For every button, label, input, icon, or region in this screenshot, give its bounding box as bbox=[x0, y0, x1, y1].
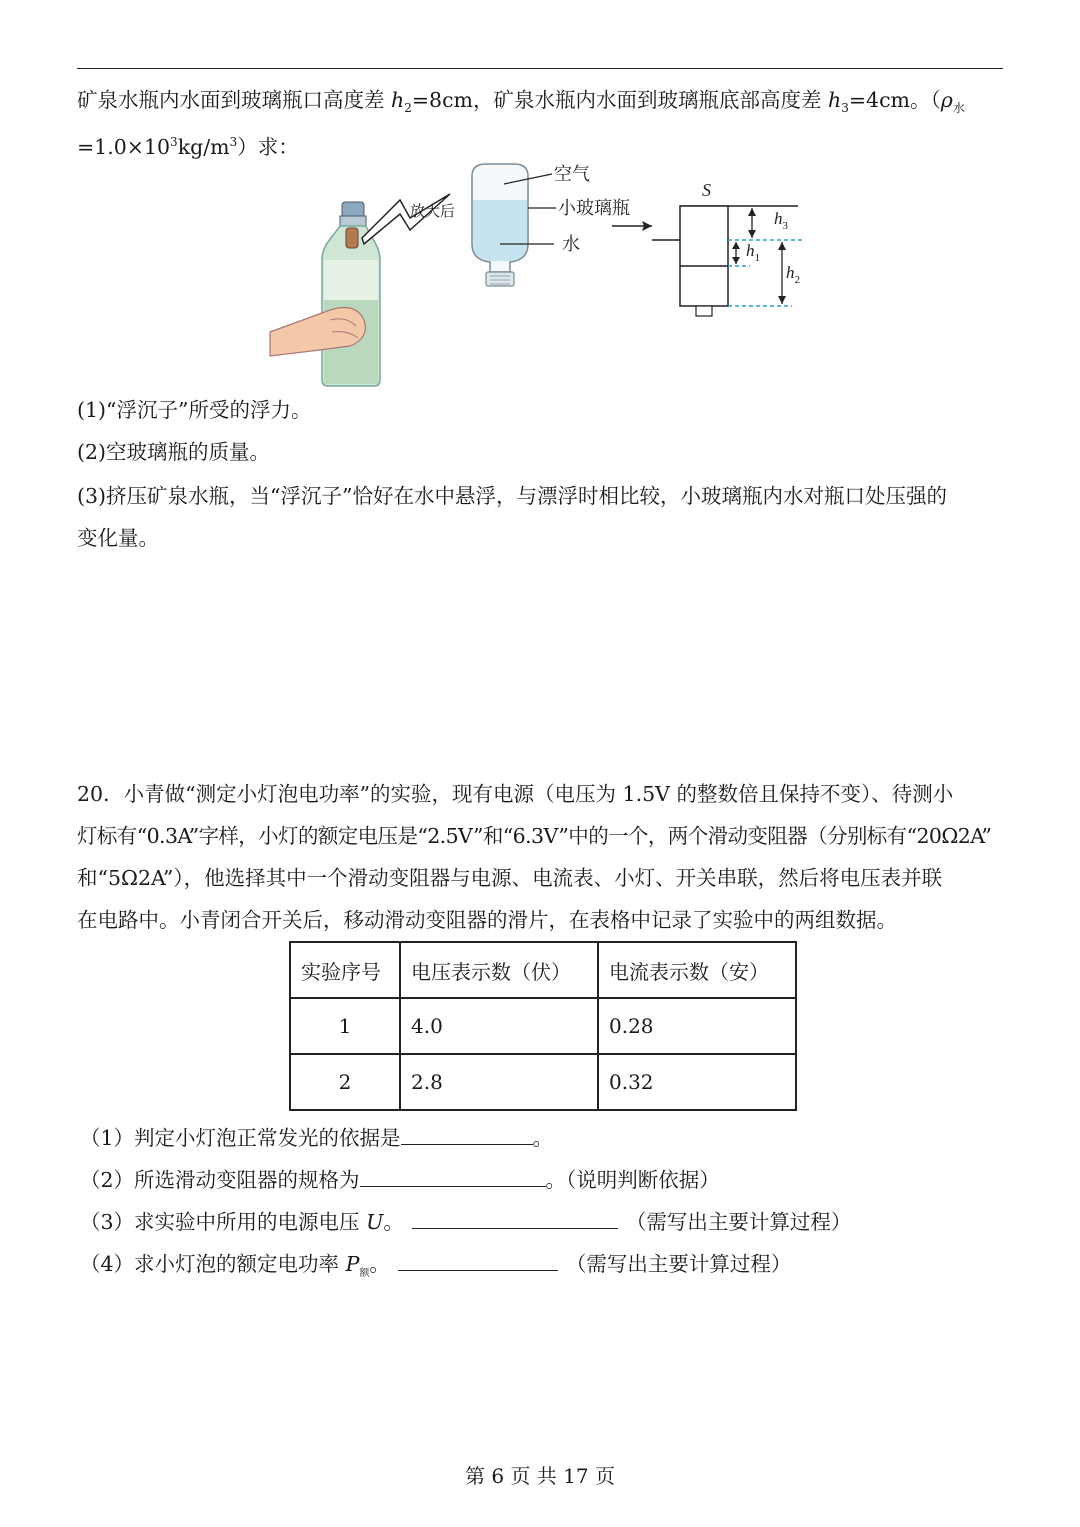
exponent: 3 bbox=[170, 135, 178, 149]
subscript: 额 bbox=[359, 1268, 370, 1280]
p19-text: ）求： bbox=[237, 134, 299, 159]
label-air: 空气 bbox=[554, 164, 590, 184]
p19-text: =8cm，矿泉水瓶内水面到玻璃瓶底部高度差 bbox=[411, 88, 829, 112]
p20-question-2 bbox=[80, 1164, 720, 1194]
label-h1: $h_1$ bbox=[746, 241, 760, 264]
q-text: （1）判定小灯泡正常发光的依据是 bbox=[80, 1126, 401, 1150]
rho-sub: 水 bbox=[952, 101, 965, 116]
p19-text: =4cm。（ bbox=[848, 88, 941, 112]
q-text: 。 bbox=[532, 1126, 554, 1150]
answer-blank[interactable] bbox=[401, 1122, 533, 1145]
p19-question-2: (2)空玻璃瓶的质量。 bbox=[77, 440, 271, 464]
label-h2: $h_2$ bbox=[786, 263, 800, 286]
exponent: 3 bbox=[229, 135, 238, 149]
answer-blank[interactable] bbox=[412, 1206, 618, 1229]
h2-sub: 2 bbox=[404, 101, 412, 116]
table-cell: 0.32 bbox=[598, 1054, 796, 1110]
table-cell: 2 bbox=[290, 1054, 400, 1110]
q-text: （2）所选滑动变阻器的规格为 bbox=[80, 1168, 360, 1192]
p20-stem-line1: 20．小青做“测定小灯泡电功率”的实验，现有电源（电压为 1.5V 的整数倍且保持不变）、待测小 bbox=[77, 782, 954, 806]
table-header-cell: 电流表示数（安） bbox=[598, 942, 796, 998]
q-text: （需写出主要计算过程） bbox=[565, 1252, 792, 1276]
header-rule bbox=[77, 68, 1003, 69]
answer-blank[interactable] bbox=[360, 1164, 546, 1187]
q-text: 。 bbox=[369, 1252, 390, 1276]
q-text: （3）求实验中所用的电源电压 bbox=[80, 1210, 367, 1234]
h2-symbol: h bbox=[391, 88, 405, 112]
table-row bbox=[290, 998, 796, 1054]
table-cell: 0.28 bbox=[598, 998, 796, 1054]
page-footer: 第 6 页 共 17 页 bbox=[465, 1464, 615, 1488]
p19-question-3: (3)挤压矿泉水瓶，当“浮沉子”恰好在水中悬浮，与漂浮时相比较，小玻璃瓶内水对瓶口处压强的 bbox=[77, 484, 947, 508]
p19-question-1: (1)“浮沉子”所受的浮力。 bbox=[77, 398, 312, 422]
var-U: U bbox=[366, 1210, 384, 1234]
rho-symbol: ρ bbox=[940, 88, 953, 112]
magnify-label: 放大后 bbox=[410, 204, 456, 220]
p20-question-3 bbox=[80, 1206, 851, 1236]
p19-figure bbox=[260, 160, 820, 392]
p19-text: =1.0×10 bbox=[77, 134, 171, 159]
p20-stem-line2: 灯标有“0.3A”字样，小灯的额定电压是“2.5V”和“6.3V”中的一个，两个滑动变阻器（分别标有“20Ω2A” bbox=[77, 824, 992, 848]
answer-blank[interactable] bbox=[398, 1248, 558, 1271]
q-text: （需写出主要计算过程） bbox=[625, 1210, 852, 1234]
label-h3: $h_3$ bbox=[774, 209, 788, 232]
var-P: P bbox=[345, 1252, 360, 1276]
h3-sub: 3 bbox=[841, 101, 849, 116]
p20-stem-line4: 在电路中。小青闭合开关后，移动滑动变阻器的滑片，在表格中记录了实验中的两组数据。 bbox=[77, 908, 897, 932]
p20-question-4 bbox=[80, 1248, 791, 1288]
p19-line1 bbox=[77, 86, 965, 122]
small-glass-bottle bbox=[472, 164, 528, 286]
q-text: （4）求小灯泡的额定电功率 bbox=[80, 1252, 346, 1276]
table-cell: 2.8 bbox=[400, 1054, 598, 1110]
label-glass-bottle: 小玻璃瓶 bbox=[558, 198, 630, 218]
p20-stem-line3: 和“5Ω2A”），他选择其中一个滑动变阻器与电源、电流表、小灯、开关串联，然后将电压表并联 bbox=[77, 866, 943, 890]
table-cell: 1 bbox=[290, 998, 400, 1054]
p19-text: kg/m bbox=[177, 134, 230, 159]
p20-question-1 bbox=[80, 1122, 553, 1152]
q-text: 。（说明判断依据） bbox=[545, 1168, 720, 1192]
schematic bbox=[652, 180, 804, 316]
data-table bbox=[289, 941, 797, 1111]
table-header-cell: 电压表示数（伏） bbox=[400, 942, 598, 998]
label-water: 水 bbox=[562, 234, 580, 254]
table-header-cell: 实验序号 bbox=[290, 942, 400, 998]
h3-symbol: h bbox=[828, 88, 842, 112]
table-row bbox=[290, 1054, 796, 1110]
p19-question-3-cont: 变化量。 bbox=[77, 526, 159, 550]
table-header-row bbox=[290, 942, 796, 998]
table-cell: 4.0 bbox=[400, 998, 598, 1054]
p19-text: 矿泉水瓶内水面到玻璃瓶口高度差 bbox=[77, 88, 392, 112]
q-text: 。 bbox=[383, 1210, 404, 1234]
p19-line2 bbox=[77, 128, 299, 161]
label-S: S bbox=[702, 180, 711, 200]
